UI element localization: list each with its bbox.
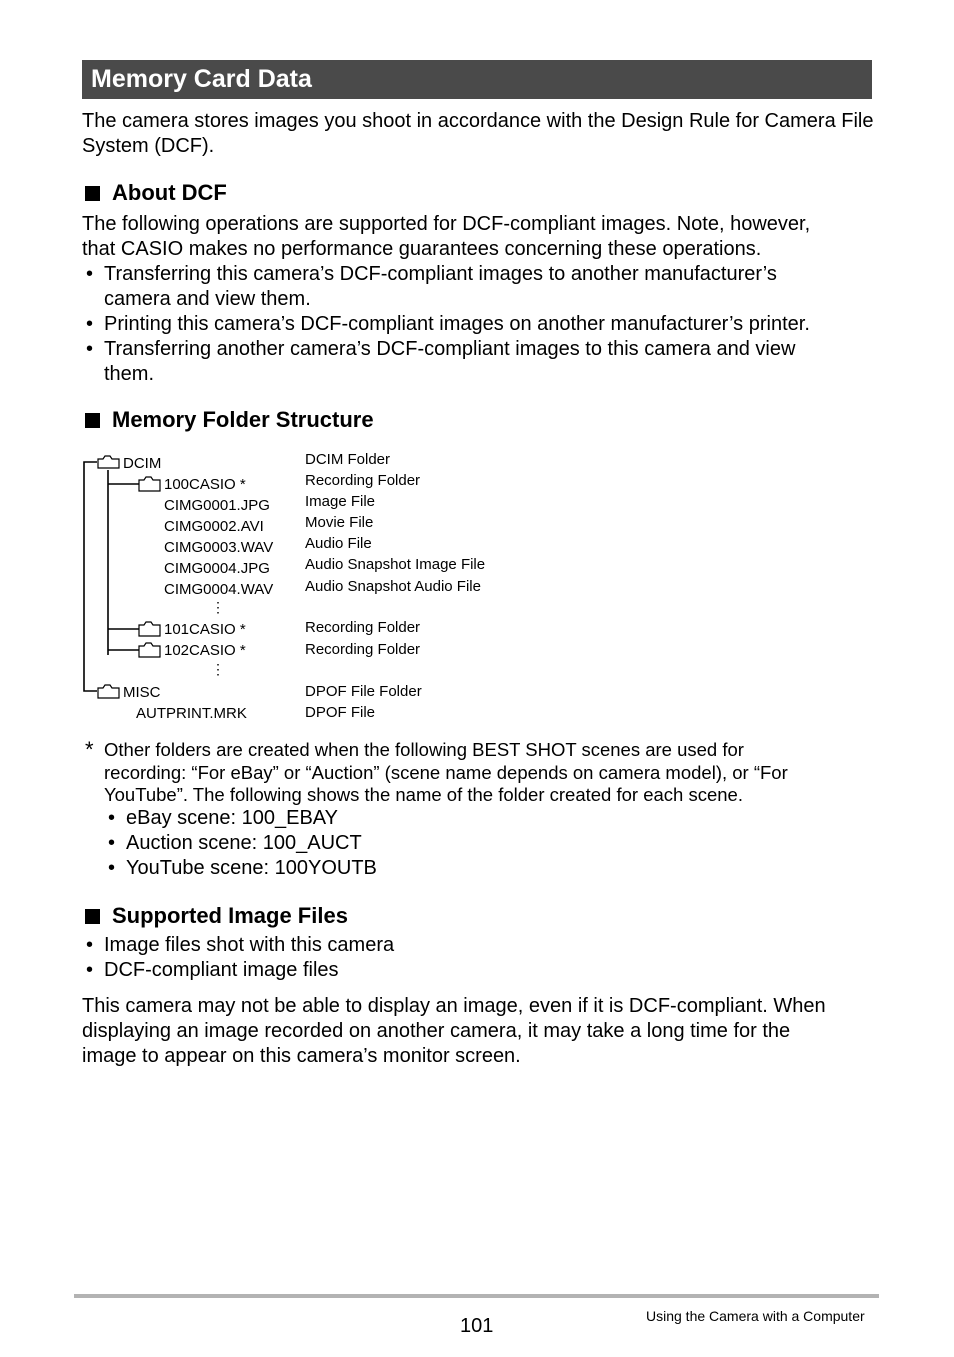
tree-file: CIMG0004.WAV: [164, 581, 274, 598]
intro-paragraph: The camera stores images you shoot in accordance with the Design Rule for Camera File System (DCF).: [82, 110, 874, 157]
tree-file: CIMG0001.JPG: [164, 497, 270, 514]
list-item: [82, 933, 882, 958]
list-item: [82, 958, 882, 983]
square-bullet-icon: [85, 909, 100, 924]
bullet-icon: •: [86, 263, 94, 285]
tree-file: CIMG0003.WAV: [164, 539, 274, 556]
supported-paragraph: [82, 994, 882, 1069]
footer-divider: [74, 1294, 879, 1298]
tree-folder-102casio: 102CASIO *: [164, 642, 246, 659]
list-item: [104, 806, 604, 831]
tree-branch-line: [84, 462, 97, 691]
supported-heading-text: Supported Image Files: [112, 903, 348, 928]
ellipsis-icon: ⋮: [211, 661, 225, 677]
list-item-text: camera and view them.: [104, 288, 311, 310]
tree-description: DPOF File Folder: [305, 683, 422, 700]
tree-description: Recording Folder: [305, 641, 421, 658]
footnote-line-2: recording: “For eBay” or “Auction” (scene name depends on camera model), or “For: [104, 761, 788, 783]
tree-file: CIMG0004.JPG: [164, 560, 270, 577]
footer-section-label: Using the Camera with a Computer: [646, 1308, 865, 1324]
folder-icon: [98, 456, 119, 468]
list-item-text: Printing this camera’s DCF-compliant images on another manufacturer’s printer.: [104, 313, 810, 335]
list-item-text: YouTube scene: 100YOUTB: [126, 857, 377, 879]
list-item-text: eBay scene: 100_EBAY: [126, 807, 338, 829]
about-dcf-heading-text: About DCF: [112, 180, 227, 205]
list-item-text: DCF-compliant image files: [104, 959, 339, 981]
supported-line-2: displaying an image recorded on another camera, it may take a long time for the: [82, 1020, 791, 1042]
ellipsis-icon: ⋮: [211, 599, 225, 615]
list-item-text: Transferring this camera’s DCF-compliant images to another manufacturer’s: [104, 263, 777, 285]
list-item-text: Auction scene: 100_AUCT: [126, 832, 362, 854]
list-item-text: Image files shot with this camera: [104, 934, 395, 956]
tree-description: DPOF File: [305, 704, 376, 721]
page-title: Memory Card Data: [91, 65, 312, 93]
tree-description: Audio Snapshot Audio File: [305, 578, 481, 595]
footnote-marker: *: [85, 737, 94, 762]
supported-line-1: This camera may not be able to display an image, even if it is DCF-compliant. When: [82, 995, 826, 1017]
bullet-icon: •: [86, 959, 94, 981]
tree-description: Recording Folder: [305, 472, 421, 489]
footnote-line-1: Other folders are created when the following BEST SHOT scenes are used for: [104, 739, 744, 760]
tree-folder-100casio: 100CASIO *: [164, 476, 246, 493]
tree-description: Movie File: [305, 514, 374, 531]
bullet-icon: •: [86, 338, 94, 360]
tree-folder-101casio: 101CASIO *: [164, 621, 246, 638]
tree-description: Audio File: [305, 535, 372, 552]
tree-file: CIMG0002.AVI: [164, 518, 264, 535]
about-dcf-line-1: The following operations are supported for DCF-compliant images. Note, however,: [82, 213, 811, 235]
tree-folder-misc: MISC: [123, 684, 161, 701]
about-dcf-line-2: that CASIO makes no performance guarantees concerning these operations.: [82, 238, 762, 260]
tree-folder-dcim: DCIM: [123, 455, 162, 472]
supported-line-3: image to appear on this camera’s monitor screen.: [82, 1045, 521, 1067]
list-item-text: them.: [104, 363, 155, 385]
bullet-icon: •: [86, 313, 94, 335]
supported-heading: [82, 903, 348, 929]
list-item-text: Transferring another camera’s DCF-compliant images to this camera and view: [104, 338, 796, 360]
bullet-icon: •: [108, 832, 116, 854]
list-item: [104, 831, 604, 856]
list-item: [104, 856, 604, 881]
bullet-icon: •: [108, 807, 116, 829]
scene-list: [104, 806, 604, 881]
folder-icon: [139, 477, 160, 491]
tree-description: Recording Folder: [305, 619, 421, 636]
bullet-icon: •: [86, 934, 94, 956]
tree-description: DCIM Folder: [305, 451, 391, 468]
supported-list: [82, 933, 882, 983]
folder-structure-heading-text: Memory Folder Structure: [112, 407, 374, 432]
bullet-icon: •: [108, 857, 116, 879]
footnote-line-3: YouTube”. The following shows the name of the folder created for each scene.: [104, 784, 743, 805]
folder-icon: [139, 643, 160, 657]
folder-icon: [139, 622, 160, 636]
page-number: 101: [460, 1315, 494, 1337]
tree-description: Audio Snapshot Image File: [305, 556, 486, 573]
tree-description: Image File: [305, 493, 376, 510]
tree-file: AUTPRINT.MRK: [136, 705, 247, 722]
folder-icon: [98, 685, 119, 698]
footnote-text: [104, 739, 874, 807]
